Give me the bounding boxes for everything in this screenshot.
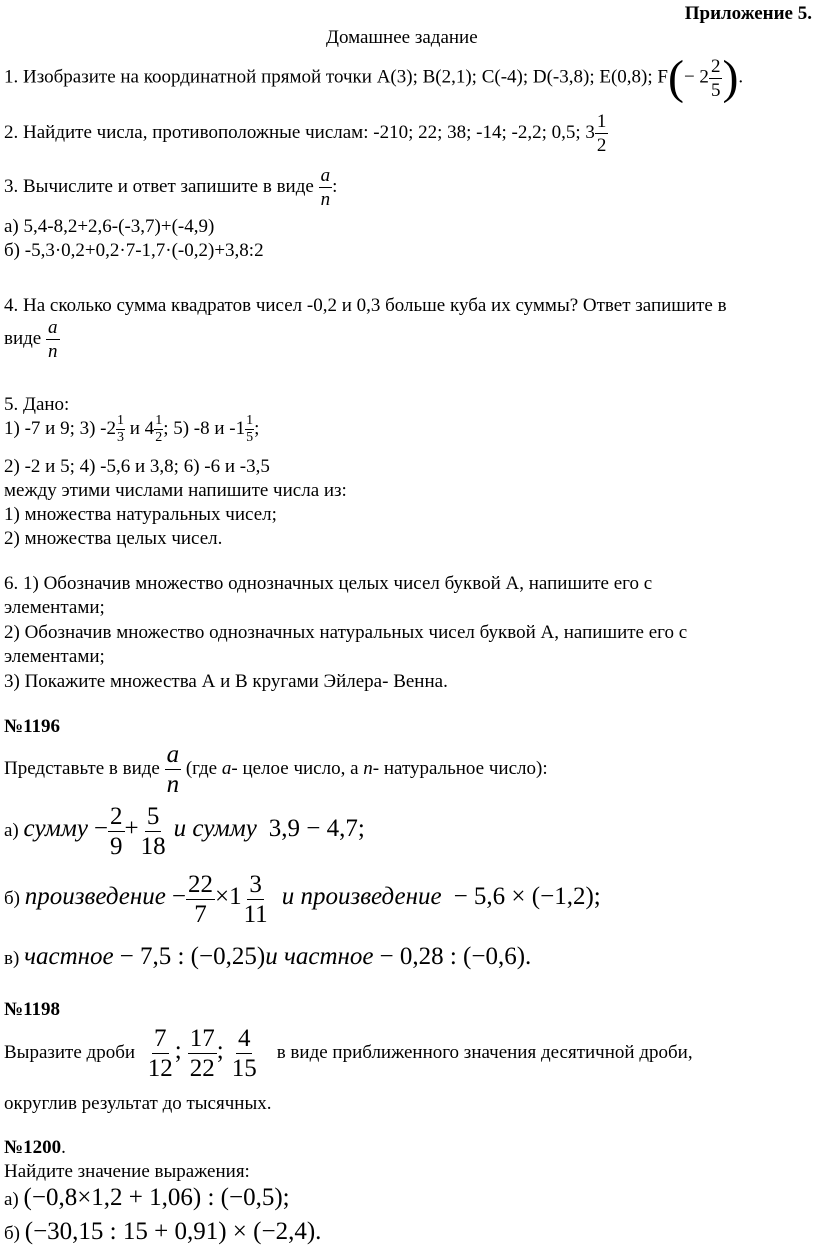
task-1-text: 1. Изобразите на координатной прямой точки A(3); B(2,1); C(-4); D(-3,8); E(0,8); F — [4, 66, 668, 88]
exercise-1196-intro: Представьте в виде $\frac{a}{n}$ (где a- целое число, а n- натуральное число): — [4, 741, 548, 798]
task-6-line-1: 6. 1) Обозначив множество однозначных целых чисел буквой А, напишите его с — [4, 573, 653, 594]
fraction: $\frac{a}{n}$ — [48, 317, 58, 362]
task-2 — [4, 112, 608, 155]
exercise-1198-heading: №1198 — [4, 999, 61, 1020]
task-4-line-1: 4. На сколько сумма квадратов чисел -0,2 и 0,3 больше куба их суммы? Ответ запишите в — [4, 295, 727, 316]
exercise-1196-a: а) сумму − $\frac{2}{9}$ + $\frac{5}{18}$ и сумму 3,9 − 4,7; — [4, 803, 365, 860]
task-6-line-3: 2) Обозначив множество однозначных натуральных чисел буквой А, напишите его с — [4, 622, 688, 643]
appendix-label: Приложение 5. — [684, 3, 812, 24]
task-5-heading: 5. Дано: — [4, 394, 70, 415]
task-2-text: 2. Найдите числа, противоположные числам: -210; 22; 38; -14; -2,2; 0,5; 3 — [4, 121, 595, 143]
exercise-1200-intro: Найдите значение выражения: — [4, 1161, 250, 1182]
fraction: $\frac{4}{15}$ — [231, 1025, 257, 1082]
task-3-a: а) 5,4-8,2+2,6-(-3,7)+(-4,9) — [4, 216, 215, 237]
task-6-line-5: 3) Покажите множества А и В кругами Эйлера- Венна. — [4, 671, 448, 692]
fraction: $\frac{2}{9}$ — [110, 803, 123, 860]
task-3: 3. Вычислите и ответ запишите в виде $\frac{a}{n}$ : — [4, 165, 338, 210]
fraction: $\frac{1}{3}$ — [117, 413, 125, 445]
exercise-1198-line-1: Выразите дроби $\frac{7}{12}$ ; $\frac{17}{22}$ ; $\frac{4}{15}$ в виде приближенного значения десятичной дроби, — [4, 1025, 693, 1082]
fraction: $\frac{2}{5}$ — [710, 55, 721, 101]
page-title: Домашнее задание — [326, 27, 478, 48]
fraction: $\frac{1}{2}$ — [596, 111, 607, 156]
fraction: $\frac{1}{5}$ — [246, 413, 254, 445]
close-paren: ) — [722, 51, 739, 104]
task-5-row-4: 1) множества натуральных чисел; — [4, 504, 277, 525]
task-5-row-2: 2) -2 и 5; 4) -5,6 и 3,8; 6) -6 и -3,5 — [4, 456, 270, 477]
fraction: $\frac{a}{n}$ — [320, 165, 331, 210]
task-4-line-2: виде $\frac{a}{n}$ — [4, 317, 58, 362]
task-6-line-4: элементами; — [4, 646, 105, 667]
fraction: $\frac{a}{n}$ — [166, 741, 180, 798]
fraction: $\frac{1}{2}$ — [155, 413, 163, 445]
task-5-row-3: между этими числами напишите числа из: — [4, 480, 347, 501]
fraction: $\frac{17}{22}$ — [189, 1025, 215, 1082]
task-6-line-2: элементами; — [4, 597, 105, 618]
exercise-1200-heading: №1200. — [4, 1137, 66, 1158]
fraction: $\frac{7}{12}$ — [147, 1025, 173, 1082]
fraction: $\frac{3}{11}$ — [243, 871, 268, 928]
exercise-1198-line-2: округлив результат до тысячных. — [4, 1093, 272, 1114]
task-1: 1. Изобразите на координатной прямой точки A(3); B(2,1); C(-4); D(-3,8); E(0,8); F(− 2 $\frac{2}{5}$ ). — [4, 51, 744, 104]
fraction: $\frac{22}{7}$ — [188, 871, 213, 928]
fraction: $\frac{5}{18}$ — [140, 803, 166, 860]
exercise-1196-c: в) частное − 7,5 : (−0,25)и частное − 0,28 : (−0,6). — [4, 943, 532, 970]
exercise-1196-heading: №1196 — [4, 716, 61, 737]
exercise-1200-a: а) (−0,8×1,2 + 1,06) : (−0,5); — [4, 1184, 290, 1211]
exercise-1196-b: б) произведение − $\frac{22}{7}$ ×1 $\frac{3}{11}$ и произведение − 5,6 × (−1,2); — [4, 871, 601, 928]
task-5-row-1: 1) -7 и 9; 3) -2 $\frac{1}{3}$ и 4 $\frac{1}{2}$ ; 5) -8 и -1 $\frac{1}{5}$ ; — [4, 413, 260, 445]
exercise-1200-b: б) (−30,15 : 15 + 0,91) × (−2,4). — [4, 1218, 322, 1245]
task-3-b: б) -5,3·0,2+0,2·7-1,7·(-0,2)+3,8:2 — [4, 240, 264, 261]
task-1-minus: − 2 — [683, 66, 709, 88]
task-3-text: 3. Вычислите и ответ запишите в виде — [4, 175, 319, 197]
task-5-row-5: 2) множества целых чисел. — [4, 528, 223, 549]
open-paren: ( — [667, 51, 684, 104]
